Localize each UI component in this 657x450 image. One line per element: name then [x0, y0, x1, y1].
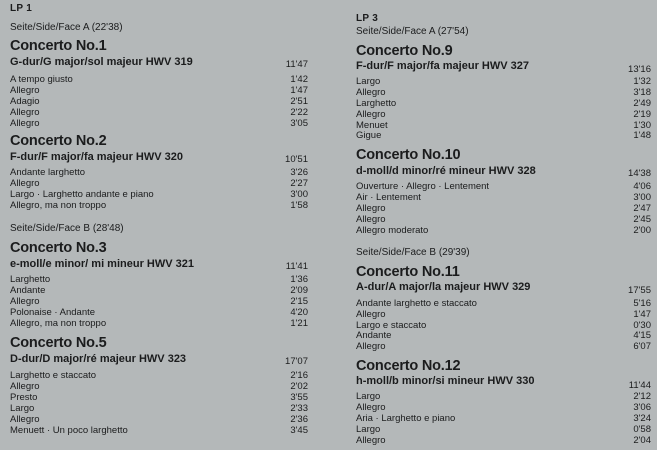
movement-name: Adagio — [10, 96, 40, 107]
movement-time: 2'47 — [633, 203, 651, 214]
movement-name: Andante — [356, 330, 392, 341]
movement-time: 2'04 — [633, 435, 651, 446]
concerto-title: Concerto No.3 — [10, 240, 107, 256]
movement-time: 3'00 — [290, 189, 308, 200]
movement-name: Aria · Larghetto e piano — [356, 413, 456, 424]
movement-name: Largo — [356, 424, 381, 435]
concerto-key: d-moll/d minor/ré mineur HWV 328 — [356, 165, 536, 177]
movement-time: 1'58 — [290, 200, 308, 211]
movement-time: 4'20 — [290, 307, 308, 318]
movement-name: Ouverture · Allegro · Lentement — [356, 181, 490, 192]
movement-name: Allegro — [356, 341, 386, 352]
movement-name: Allegro — [10, 85, 40, 96]
movement-name: Allegro, ma non troppo — [10, 318, 107, 329]
movement-name: Larghetto e staccato — [10, 370, 97, 381]
movement-time: 0'30 — [633, 320, 651, 331]
movement-time: 2'19 — [633, 109, 651, 120]
movement-name: Allegro, ma non troppo — [10, 200, 107, 211]
movement-time: 0'58 — [633, 424, 651, 435]
movement-name: Allegro — [10, 296, 40, 307]
lp-label: LP 3 — [356, 13, 379, 24]
concerto-title: Concerto No.11 — [356, 264, 460, 280]
movement-name: Allegro — [10, 381, 40, 392]
concerto-key-row — [356, 60, 651, 74]
side-label: Seite/Side/Face A (22'38) — [10, 22, 123, 33]
movement-name: Allegro — [356, 109, 386, 120]
concerto-key-row — [356, 375, 651, 389]
movement-time: 6'07 — [633, 341, 651, 352]
movement-time: 3'06 — [633, 402, 651, 413]
concerto-key-row — [356, 281, 651, 295]
concerto-key: F-dur/F major/fa majeur HWV 320 — [10, 151, 183, 163]
movement-time: 2'16 — [290, 370, 308, 381]
concerto-title: Concerto No.1 — [10, 38, 107, 54]
lp-label: LP 1 — [10, 3, 33, 14]
movement-time: 3'18 — [633, 87, 651, 98]
movement-name: Allegro — [356, 87, 386, 98]
side-label: Seite/Side/Face A (27'54) — [356, 26, 469, 37]
movement-time: 2'09 — [290, 285, 308, 296]
movement-time: 2'33 — [290, 403, 308, 414]
concerto-key: D-dur/D major/ré majeur HWV 323 — [10, 353, 187, 365]
concerto-key: e-moll/e minor/ mi mineur HWV 321 — [10, 258, 194, 270]
movement-time: 1'47 — [633, 309, 651, 320]
movement-time: 2'49 — [633, 98, 651, 109]
concerto-total: 13'16 — [628, 64, 651, 75]
movement-time: 2'02 — [290, 381, 308, 392]
movement-time: 1'32 — [633, 76, 651, 87]
concerto-key-row — [10, 353, 308, 367]
movement-name: Polonaise · Andante — [10, 307, 96, 318]
movement-time: 4'15 — [633, 330, 651, 341]
movement-name: Largo — [356, 76, 381, 87]
movement-name: Largo · Larghetto andante e piano — [10, 189, 154, 200]
concerto-title: Concerto No.9 — [356, 43, 453, 59]
concerto-total: 14'38 — [628, 168, 651, 179]
concerto-total: 11'41 — [285, 261, 308, 272]
movement-name: Allegro — [356, 203, 386, 214]
movement-time: 2'12 — [633, 391, 651, 402]
movement-name: Allegro — [10, 107, 40, 118]
movement-name: Presto — [10, 392, 38, 403]
movement-time: 4'06 — [633, 181, 651, 192]
movement-name: Allegro — [10, 178, 40, 189]
movement-name: Air · Lentement — [356, 192, 421, 203]
concerto-title: Concerto No.2 — [10, 133, 107, 149]
concerto-key: F-dur/F major/fa majeur HWV 327 — [356, 60, 529, 72]
movement-name: Allegro moderato — [356, 225, 429, 236]
movement-time: 1'48 — [633, 130, 651, 141]
movement-name: Menuett · Un poco larghetto — [10, 425, 128, 436]
movement-time: 2'36 — [290, 414, 308, 425]
movement-name: Allegro — [356, 402, 386, 413]
movement-time: 2'22 — [290, 107, 308, 118]
movement-name: Allegro — [10, 414, 40, 425]
concerto-key-row — [10, 56, 308, 70]
movement-name: Menuet — [356, 120, 388, 131]
movement-time: 5'16 — [633, 298, 651, 309]
concerto-title: Concerto No.10 — [356, 147, 461, 163]
movement-name: Largo — [356, 391, 381, 402]
movement-time: 1'30 — [633, 120, 651, 131]
movement-time: 1'42 — [290, 74, 308, 85]
movement-time: 3'26 — [290, 167, 308, 178]
concerto-title: Concerto No.12 — [356, 358, 461, 374]
concerto-total: 17'07 — [285, 356, 308, 367]
movement-time: 2'00 — [633, 225, 651, 236]
movement-name: A tempo giusto — [10, 74, 73, 85]
movement-time: 2'45 — [633, 214, 651, 225]
movement-time: 3'05 — [290, 118, 308, 129]
movement-name: Allegro — [356, 309, 386, 320]
concerto-total: 11'44 — [628, 380, 651, 391]
movement-name: Andante — [10, 285, 46, 296]
movement-time: 3'45 — [290, 425, 308, 436]
side-label: Seite/Side/Face B (28'48) — [10, 223, 124, 234]
concerto-total: 10'51 — [285, 154, 308, 165]
movement-name: Largo e staccato — [356, 320, 427, 331]
movement-name: Larghetto — [356, 98, 397, 109]
movement-time: 1'36 — [290, 274, 308, 285]
concerto-key: G-dur/G major/sol majeur HWV 319 — [10, 56, 193, 68]
movement-name: Allegro — [356, 435, 386, 446]
concerto-total: 11'47 — [285, 59, 308, 70]
concerto-total: 17'55 — [628, 285, 651, 296]
concerto-key: h-moll/b minor/si mineur HWV 330 — [356, 375, 535, 387]
movement-time: 1'21 — [290, 318, 308, 329]
movement-name: Andante larghetto e staccato — [356, 298, 477, 309]
movement-name: Largo — [10, 403, 35, 414]
concerto-key-row — [356, 165, 651, 179]
movement-time: 1'47 — [290, 85, 308, 96]
movement-name: Larghetto — [10, 274, 51, 285]
side-label: Seite/Side/Face B (29'39) — [356, 247, 470, 258]
movement-time: 2'15 — [290, 296, 308, 307]
concerto-title: Concerto No.5 — [10, 335, 107, 351]
movement-time: 2'27 — [290, 178, 308, 189]
concerto-key-row — [10, 151, 308, 165]
movement-name: Andante larghetto — [10, 167, 86, 178]
movement-name: Allegro — [10, 118, 40, 129]
movement-time: 3'55 — [290, 392, 308, 403]
movement-time: 3'00 — [633, 192, 651, 203]
concerto-key: A-dur/A major/la majeur HWV 329 — [356, 281, 531, 293]
movement-name: Allegro — [356, 214, 386, 225]
concerto-key-row — [10, 258, 308, 272]
movement-name: Gigue — [356, 130, 382, 141]
movement-time: 2'51 — [290, 96, 308, 107]
movement-time: 3'24 — [633, 413, 651, 424]
